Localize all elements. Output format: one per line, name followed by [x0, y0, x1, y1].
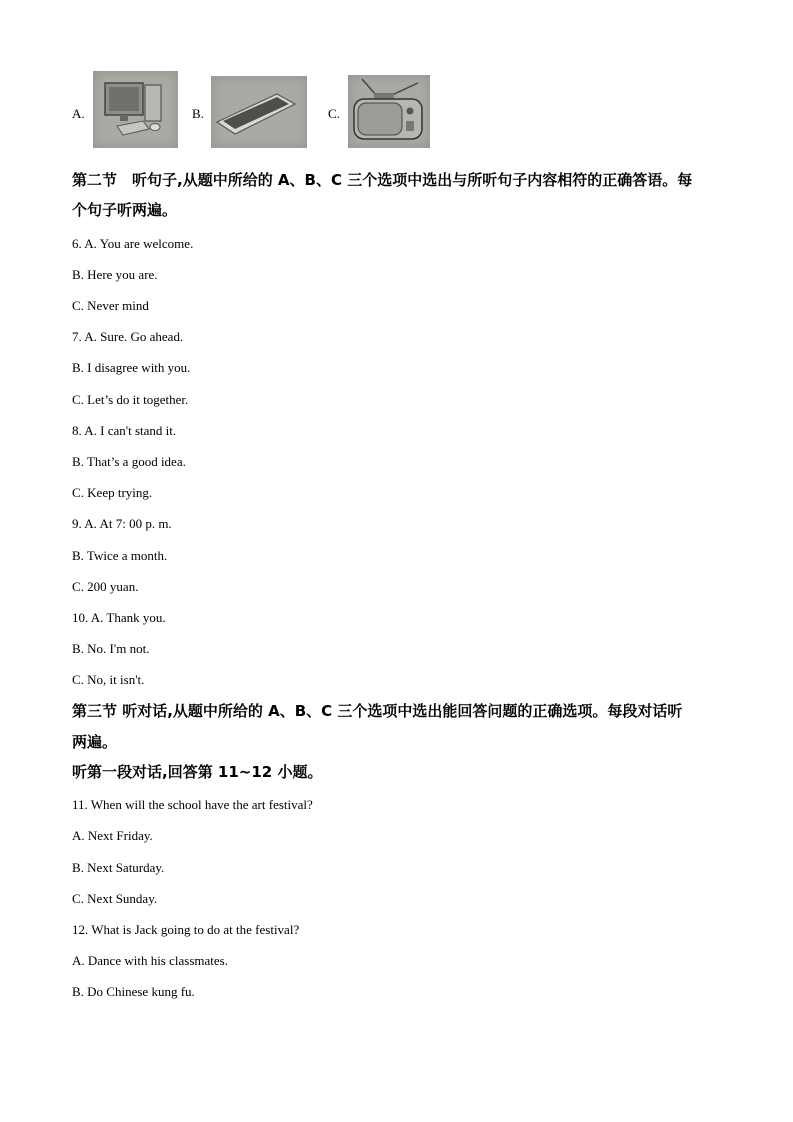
desktop-computer-icon: [93, 71, 178, 148]
q12-question: 12. What is Jack going to do at the festival?: [72, 922, 300, 937]
old-television-image: [348, 75, 430, 148]
section-3-heading-line1: 第三节 听对话,从题中所给的 A、B、C 三个选项中选出能回答问题的正确选项。每段对话听: [72, 702, 683, 720]
section-3-heading-line2: 两遍。: [72, 733, 118, 751]
q11-option-b: B. Next Saturday.: [72, 860, 165, 875]
q8-option-a: 8. A. I can't stand it.: [72, 423, 177, 438]
q11-option-a: A. Next Friday.: [72, 828, 153, 843]
q6-option-a: 6. A. You are welcome.: [72, 236, 194, 251]
q10-option-b: B. No. I'm not.: [72, 641, 150, 656]
q12-option-a: A. Dance with his classmates.: [72, 953, 228, 968]
q7-option-c: C. Let’s do it together.: [72, 392, 189, 407]
q7-option-b: B. I disagree with you.: [72, 360, 191, 375]
q11-option-c: C. Next Sunday.: [72, 891, 158, 906]
q9-option-b: B. Twice a month.: [72, 548, 168, 563]
section-2-heading-line1: 第二节 听句子,从题中所给的 A、B、C 三个选项中选出与所听句子内容相符的正确答语。每: [72, 171, 693, 189]
smartphone-icon: [211, 76, 307, 148]
option-c-label: C.: [328, 106, 340, 121]
q7-option-a: 7. A. Sure. Go ahead.: [72, 329, 184, 344]
q10-option-c: C. No, it isn't.: [72, 672, 145, 687]
smartphone-image: [211, 76, 307, 148]
q12-option-b: B. Do Chinese kung fu.: [72, 984, 195, 999]
section-2-heading-line2: 个句子听两遍。: [72, 201, 178, 219]
q6-option-b: B. Here you are.: [72, 267, 158, 282]
option-a-label: A.: [72, 106, 85, 121]
section-3-sub-heading: 听第一段对话,回答第 11~12 小题。: [72, 763, 323, 781]
option-b-label: B.: [192, 106, 204, 121]
q10-option-a: 10. A. Thank you.: [72, 610, 166, 625]
television-icon: [348, 75, 430, 148]
q11-question: 11. When will the school have the art festival?: [72, 797, 313, 812]
desktop-computer-image: [93, 71, 178, 148]
q6-option-c: C. Never mind: [72, 298, 149, 313]
q9-option-a: 9. A. At 7: 00 p. m.: [72, 516, 172, 531]
q8-option-b: B. That’s a good idea.: [72, 454, 186, 469]
q9-option-c: C. 200 yuan.: [72, 579, 139, 594]
q8-option-c: C. Keep trying.: [72, 485, 153, 500]
